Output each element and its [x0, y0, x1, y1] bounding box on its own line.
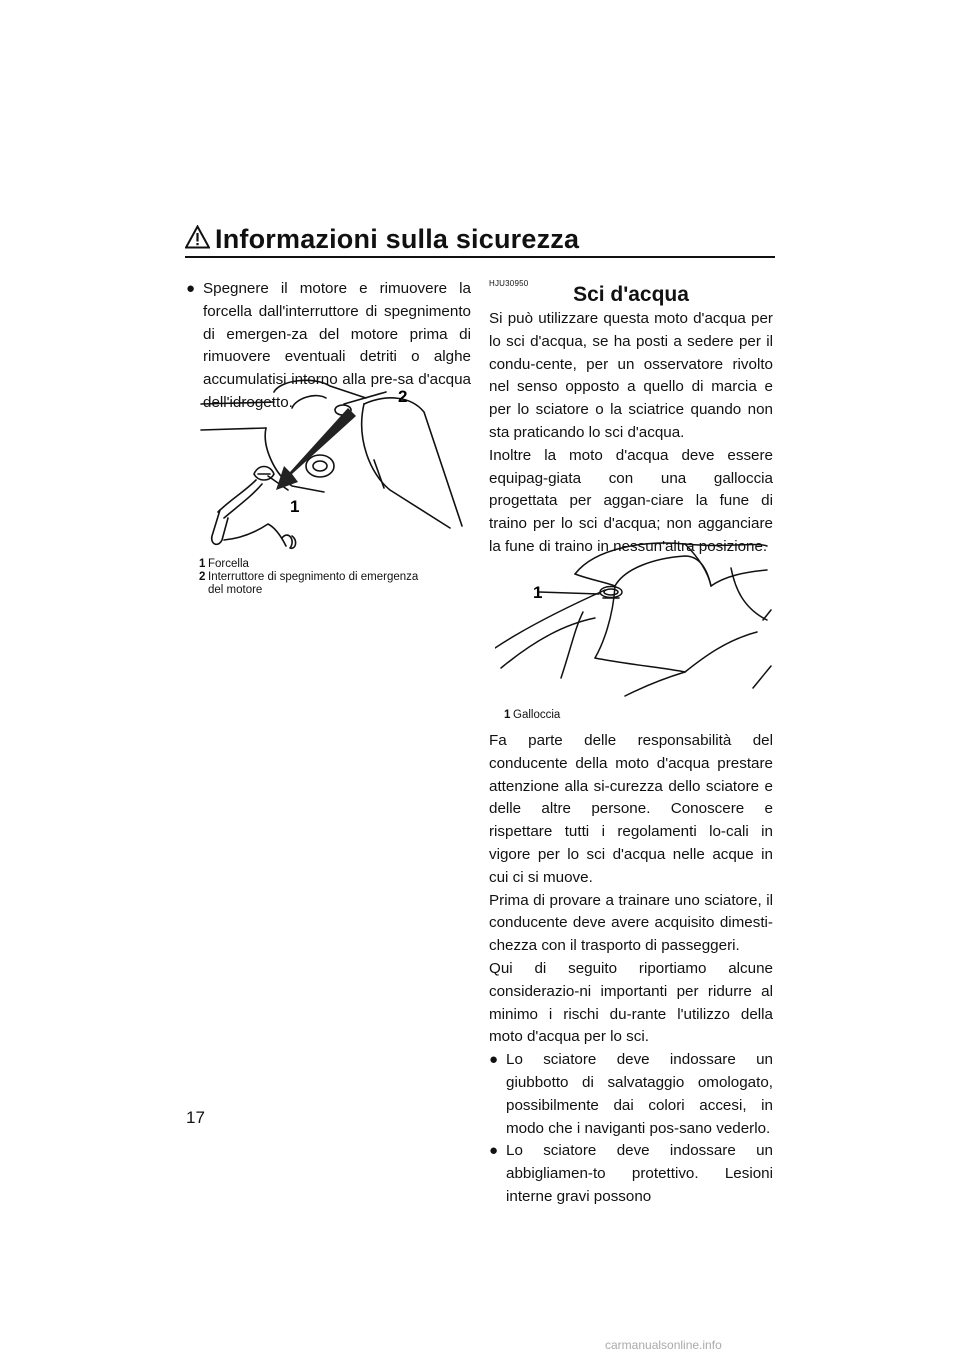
- lanyard-figure: [196, 378, 466, 556]
- right-column-top: [489, 308, 773, 559]
- figure-label-1: 1: [533, 583, 543, 602]
- bullet-icon: ●: [489, 1142, 499, 1160]
- figure-caption: 1 Galloccia: [504, 709, 561, 721]
- list-item: [489, 1049, 773, 1140]
- page-number: 17: [186, 1108, 205, 1127]
- figure-label-2: 2: [398, 387, 408, 406]
- watermark[interactable]: carmanualsonline.info: [605, 1338, 722, 1352]
- page-header: [185, 224, 775, 258]
- paragraph: Si può utilizzare questa moto d'acqua per lo sci d'acqua, se ha posti a sedere per il condu-cente, per un osservatore rivolto nel senso opposto a quello di marcia e per lo sciatore o la sciatrice quando non sta praticando lo sci d'acqua.: [489, 310, 773, 441]
- caption-item: 2 Interruttore di spegnimento di emergenza: [199, 571, 419, 583]
- bullet-text: Spegnere il motore e rimuovere la forcella dall'interruttore di spegnimento di emergen-za del motore prima di rimuovere eventuali detriti o alghe accumulatisi intorno alla pre-sa d'acqua dell'idrogetto.: [203, 280, 471, 411]
- bullet-icon: ●: [186, 280, 196, 297]
- figure-label-1: 1: [290, 497, 300, 516]
- paragraph: Inoltre la moto d'acqua deve essere equipag-giata con una galloccia progettata per aggan-ciare la fune di traino per lo sci d'acqua; non agganciare la fune di traino in nessun'altra posizione.: [489, 446, 773, 555]
- caption-item: 1 Forcella: [199, 558, 249, 570]
- caption-item-continued: del motore: [208, 584, 263, 596]
- right-column-bottom: [489, 730, 773, 1209]
- paragraph: Fa parte delle responsabilità del conducente della moto d'acqua prestare attenzione alla si-curezza dello sciatore e delle altre persone. Conoscere e rispettare tutti i regolamenti lo-cali in vigore per lo sci d'acqua nelle acque in cui ci si muove.: [489, 732, 773, 886]
- figure-caption: [199, 558, 469, 597]
- section-code: HJU30950: [489, 279, 529, 288]
- page-title: Informazioni sulla sicurezza: [215, 224, 580, 254]
- warning-triangle-icon: [185, 225, 210, 249]
- section-title: Sci d'acqua: [573, 283, 689, 306]
- cleat-figure: [495, 528, 775, 700]
- list-item: [489, 1140, 773, 1208]
- header-rule: [185, 256, 775, 258]
- bullet-text: Lo sciatore deve indossare un abbigliamen-to protettivo. Lesioni interne gravi possono: [506, 1142, 773, 1205]
- paragraph: Prima di provare a trainare uno sciatore, il conducente deve avere acquisito dimesti-chezza con il trasporto di passeggeri.: [489, 891, 773, 955]
- bullet-icon: ●: [489, 1051, 499, 1069]
- paragraph: Qui di seguito riportiamo alcune considerazio-ni importanti per ridurre al minimo i rischi du-rante l'utilizzo della moto d'acqua per lo sci.: [489, 959, 773, 1046]
- bullet-text: Lo sciatore deve indossare un giubbotto di salvataggio omologato, possibilmente dai colori accesi, in modo che i naviganti pos-sano vederlo.: [506, 1051, 773, 1137]
